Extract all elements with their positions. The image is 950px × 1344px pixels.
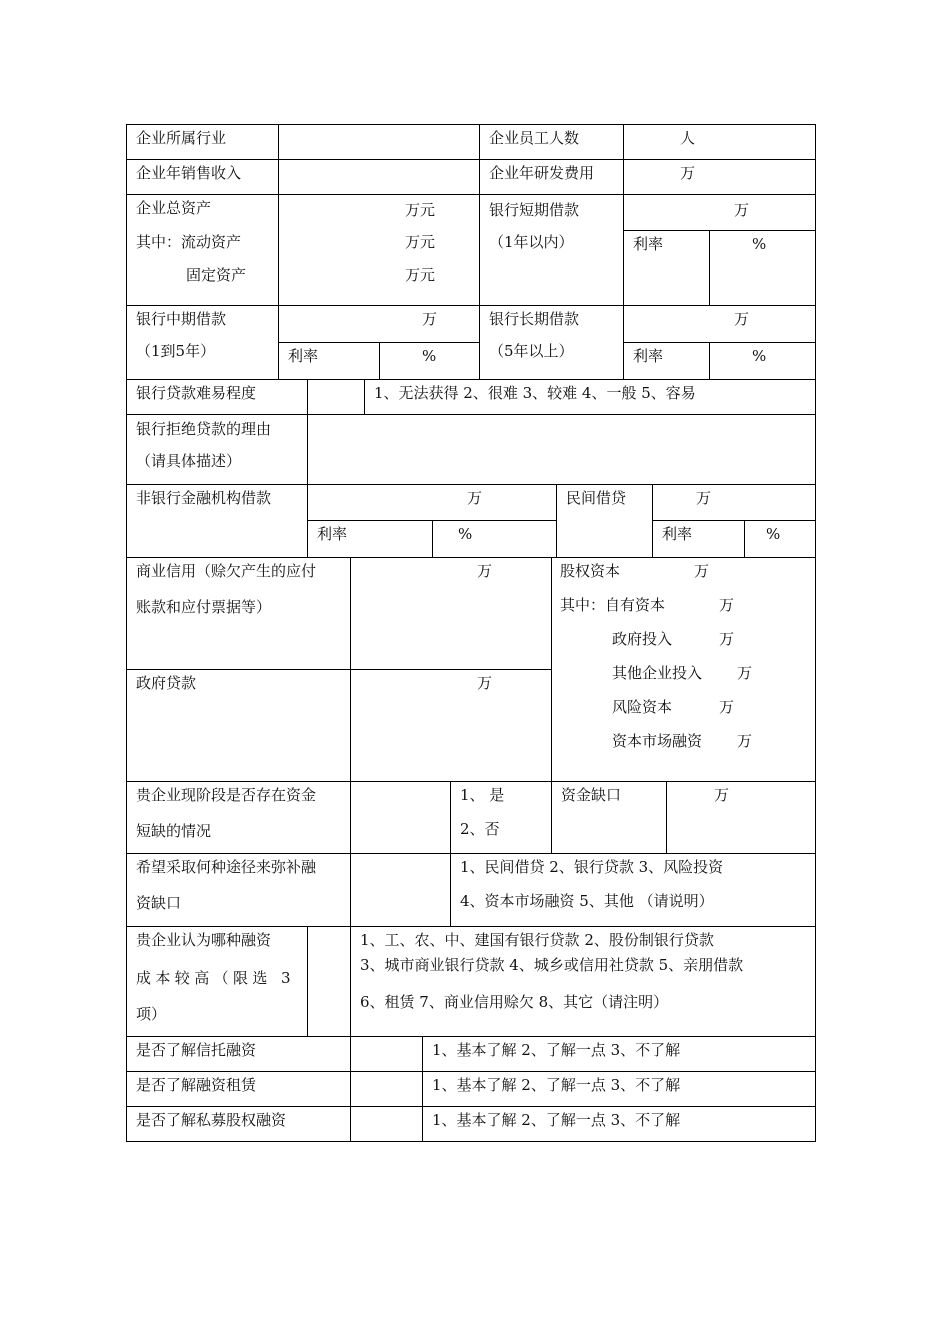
rule [350,1036,351,1141]
fixed-assets-label: 固定资产 [186,266,247,284]
leasing-label: 是否了解融资租赁 [136,1076,257,1094]
trust-answer-field[interactable] [352,1038,420,1070]
employees-label: 企业员工人数 [489,129,580,147]
rule [624,342,816,343]
leasing-options: 1、基本了解 2、了解一点 3、不了解 [432,1076,681,1094]
short-loan-label: 银行短期借款 [489,201,580,219]
private-rate-percent: % [766,525,781,543]
cost-label: 贵企业认为哪种融资 [136,931,272,949]
rule [350,781,351,926]
short-loan-rate-label: 利率 [633,235,664,253]
rule [126,124,127,1142]
commercial-credit-unit: 万 [477,562,493,580]
rule [815,124,816,1142]
nonbank-rate-label: 利率 [317,525,348,543]
rule [126,305,816,306]
rule [432,520,433,557]
cost-options-3: 6、租赁 7、商业信用赊欠 8、其它（请注明） [360,993,669,1011]
rule [652,484,653,557]
current-assets-unit: 万元 [405,233,436,251]
rule [126,1036,816,1037]
long-loan-rate-percent: % [752,347,767,365]
commercial-credit-label-cont: 账款和应付票据等） [136,598,272,616]
assets-unit: 万元 [405,201,436,219]
trust-options: 1、基本了解 2、了解一点 3、不了解 [432,1041,681,1059]
rule [666,781,667,853]
rule [551,781,552,853]
market-financing-unit: 万 [737,732,753,750]
fixed-assets-unit: 万元 [405,266,436,284]
mid-loan-rate-percent: % [422,347,437,365]
rule [126,926,816,927]
industry-field[interactable] [280,126,477,158]
rule [350,926,351,1036]
cost-answer-field[interactable] [309,928,348,1035]
difficulty-answer-field[interactable] [309,381,362,413]
trust-financing-label: 是否了解信托融资 [136,1041,257,1059]
fill-gap-answer-field[interactable] [352,855,448,925]
long-loan-unit: 万 [734,310,750,328]
rule [450,853,451,926]
rule [652,520,816,521]
gap-label: 资金缺口 [561,786,622,804]
difficulty-label: 银行贷款难易程度 [136,384,257,402]
shortage-option-no: 2、否 [460,820,500,838]
cost-label-end: 项） [136,1005,167,1023]
rule [709,342,710,379]
rule [450,781,451,853]
rule [479,124,480,379]
rule [126,194,816,195]
rule [350,557,351,781]
mid-loan-note: （1到5年） [136,342,216,360]
assets-label: 企业总资产 [136,199,212,217]
gov-loan-label: 政府贷款 [136,674,197,692]
fill-gap-label-cont: 资缺口 [136,894,182,912]
vc-label: 风险资本 [612,698,673,716]
rule [422,1036,423,1141]
nonbank-rate-percent: % [458,525,473,543]
rule [126,1141,816,1142]
rule [126,557,816,558]
short-loan-rate-percent: % [752,235,767,253]
gap-unit: 万 [714,786,730,804]
gov-loan-unit: 万 [477,674,493,692]
shortage-label: 贵企业现阶段是否存在资金 [136,786,317,804]
cost-options-1: 1、工、农、中、建国有银行贷款 2、股份制银行贷款 [360,931,714,949]
rule [744,520,745,557]
refusal-note: （请具体描述） [136,452,242,470]
nonbank-label: 非银行金融机构借款 [136,489,272,507]
leasing-answer-field[interactable] [352,1073,420,1105]
pe-answer-field[interactable] [352,1108,420,1140]
difficulty-options: 1、无法获得 2、很难 3、较难 4、一般 5、容易 [374,384,696,402]
private-lending-label: 民间借贷 [566,489,627,507]
rule [278,124,279,379]
equity-unit: 万 [694,562,710,580]
own-capital-label: 其中：自有资本 [560,596,666,614]
gov-invest-unit: 万 [719,630,735,648]
rule [126,484,816,485]
mid-loan-label: 银行中期借款 [136,310,227,328]
private-rate-label: 利率 [662,525,693,543]
fill-gap-label: 希望采取何种途径来弥补融 [136,858,317,876]
rule [126,1106,816,1107]
pe-options: 1、基本了解 2、了解一点 3、不了解 [432,1111,681,1129]
refusal-reason-field[interactable] [309,416,814,483]
rule [556,484,557,557]
rd-unit: 万 [680,164,696,182]
refusal-label: 银行拒绝贷款的理由 [136,420,272,438]
vc-unit: 万 [719,698,735,716]
rule [126,781,816,782]
rd-label: 企业年研发费用 [489,164,595,182]
fill-gap-options: 1、民间借贷 2、银行贷款 3、风险投资 [460,858,724,876]
sales-field[interactable] [280,161,477,193]
long-loan-rate-label: 利率 [633,347,664,365]
rule [126,1071,816,1072]
other-invest-label: 其他企业投入 [612,664,703,682]
equity-label: 股权资本 [560,562,621,580]
industry-label: 企业所属行业 [136,129,227,147]
short-loan-unit: 万 [734,201,750,219]
shortage-answer-field[interactable] [352,783,448,852]
gov-invest-label: 政府投入 [612,630,673,648]
market-financing-label: 资本市场融资 [612,732,703,750]
long-loan-note: （5年以上） [489,342,574,360]
current-assets-label: 其中：流动资产 [136,233,242,251]
sales-label: 企业年销售收入 [136,164,242,182]
pe-financing-label: 是否了解私募股权融资 [136,1111,287,1129]
private-lending-unit: 万 [696,489,712,507]
shortage-option-yes: 1、 是 [460,786,505,804]
rule [126,414,816,415]
rule [623,124,624,379]
fill-gap-options-cont: 4、资本市场融资 5、其他 （请说明） [460,892,714,910]
rule [307,379,308,557]
rule [551,557,552,781]
cost-label-cont: 成本较高（限选 3 [136,969,295,987]
rule [307,926,308,1036]
own-capital-unit: 万 [719,596,735,614]
shortage-label-cont: 短缺的情况 [136,822,212,840]
short-loan-note: （1年以内） [489,233,574,251]
rule [364,379,365,414]
rule [126,124,816,125]
rule [379,342,380,379]
rule [126,853,816,854]
cost-options-2: 3、城市商业银行贷款 4、城乡或信用社贷款 5、亲朋借款 [360,956,744,974]
rule [624,230,816,231]
mid-loan-unit: 万 [422,310,438,328]
commercial-credit-label: 商业信用（赊欠产生的应付 [136,562,317,580]
rule [126,159,816,160]
other-invest-unit: 万 [737,664,753,682]
rule [709,230,710,305]
employees-unit: 人 [680,129,696,147]
long-loan-label: 银行长期借款 [489,310,580,328]
nonbank-unit: 万 [467,489,483,507]
rule [126,669,551,670]
rule [126,379,816,380]
mid-loan-rate-label: 利率 [288,347,319,365]
